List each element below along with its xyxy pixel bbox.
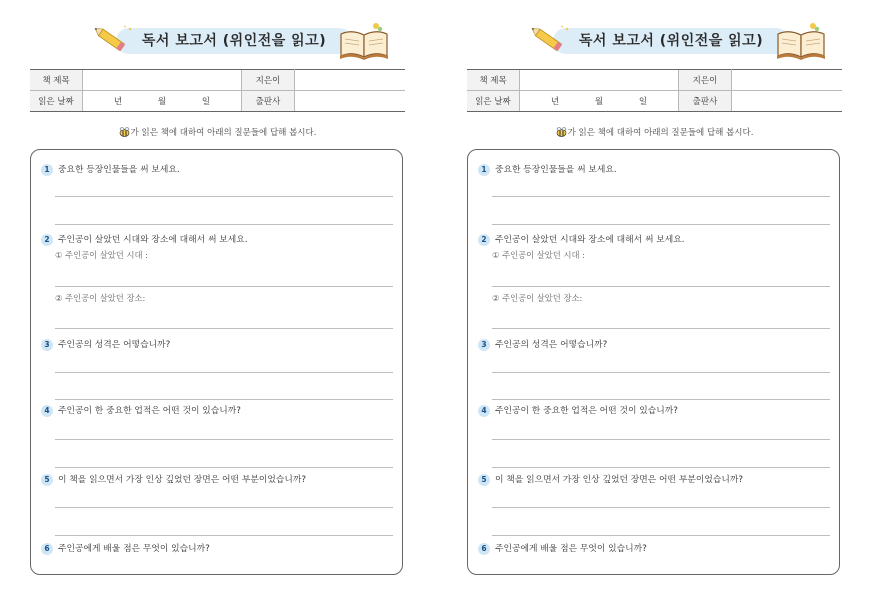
answer-line[interactable] xyxy=(492,535,830,536)
question-text: 주인공의 성격은 어떻습니까? xyxy=(58,340,171,350)
bee-icon xyxy=(556,127,567,137)
title-header xyxy=(527,22,827,60)
question-6 xyxy=(478,541,647,555)
read-date-label: 읽은 날짜 xyxy=(30,91,83,112)
questions-box xyxy=(467,149,840,575)
answer-line[interactable] xyxy=(55,224,393,225)
answer-line[interactable] xyxy=(55,439,393,440)
question-number: 3 xyxy=(478,339,490,351)
answer-line[interactable] xyxy=(55,507,393,508)
answer-line[interactable] xyxy=(55,535,393,536)
publisher-field[interactable] xyxy=(295,91,406,112)
question-text: 중요한 등장인물들을 써 보세요. xyxy=(495,165,617,175)
instruction-label: 가 읽은 책에 대하여 아래의 질문들에 답해 봅시다. xyxy=(567,128,754,138)
question-text: 이 책을 읽으면서 가장 인상 깊었던 장면은 어떤 부분이었습니까? xyxy=(58,475,306,485)
question-1 xyxy=(41,162,180,176)
page-title: 독서 보고서 (위인전을 읽고) xyxy=(578,33,764,49)
publisher-label: 출판사 xyxy=(679,91,732,112)
book-info-table xyxy=(30,69,405,112)
book-title-field[interactable] xyxy=(520,70,679,91)
book-title-label: 책 제목 xyxy=(467,70,520,91)
answer-line[interactable] xyxy=(492,196,830,197)
answer-line[interactable] xyxy=(492,439,830,440)
question-text: 주인공이 한 중요한 업적은 어떤 것이 있습니까? xyxy=(58,406,241,416)
book-title-label: 책 제목 xyxy=(30,70,83,91)
date-month-label: 월 xyxy=(594,97,604,107)
question-3 xyxy=(478,337,607,351)
question-number: 5 xyxy=(41,474,53,486)
question-number: 4 xyxy=(478,405,490,417)
question-2-sub-2: ② 주인공이 살았던 장소: xyxy=(492,293,583,303)
answer-line[interactable] xyxy=(55,372,393,373)
question-number: 3 xyxy=(41,339,53,351)
question-text: 주인공의 성격은 어떻습니까? xyxy=(495,340,608,350)
read-date-label: 읽은 날짜 xyxy=(467,91,520,112)
question-number: 2 xyxy=(41,234,53,246)
author-field[interactable] xyxy=(732,70,843,91)
question-number: 6 xyxy=(41,543,53,555)
answer-line[interactable] xyxy=(55,286,393,287)
pencil-icon xyxy=(90,24,136,58)
page-title: 독서 보고서 (위인전을 읽고) xyxy=(141,33,327,49)
question-number: 5 xyxy=(478,474,490,486)
answer-line[interactable] xyxy=(492,467,830,468)
date-day-label: 일 xyxy=(638,97,648,107)
date-day-label: 일 xyxy=(201,97,211,107)
question-2 xyxy=(478,232,685,246)
question-text: 주인공이 살았던 시대와 장소에 대해서 써 보세요. xyxy=(58,235,248,245)
answer-line[interactable] xyxy=(492,328,830,329)
answer-line[interactable] xyxy=(492,224,830,225)
publisher-label: 출판사 xyxy=(242,91,295,112)
question-number: 1 xyxy=(41,164,53,176)
question-text: 주인공에게 배울 점은 무엇이 있습니까? xyxy=(495,544,647,554)
question-2 xyxy=(41,232,248,246)
author-field[interactable] xyxy=(295,70,406,91)
question-number: 2 xyxy=(478,234,490,246)
book-info-table xyxy=(467,69,842,112)
title-band xyxy=(553,28,789,54)
answer-line[interactable] xyxy=(55,467,393,468)
answer-line[interactable] xyxy=(55,328,393,329)
read-date-field[interactable] xyxy=(520,91,679,112)
question-5 xyxy=(41,472,306,486)
open-book-icon xyxy=(775,22,827,60)
question-2-sub-1: ① 주인공이 살았던 시대 : xyxy=(492,250,585,260)
author-label: 지은이 xyxy=(242,70,295,91)
question-number: 6 xyxy=(478,543,490,555)
questions-box xyxy=(30,149,403,575)
bee-icon xyxy=(119,127,130,137)
question-number: 1 xyxy=(478,164,490,176)
question-4 xyxy=(41,403,241,417)
question-number: 4 xyxy=(41,405,53,417)
question-text: 주인공에게 배울 점은 무엇이 있습니까? xyxy=(58,544,210,554)
answer-line[interactable] xyxy=(492,372,830,373)
date-month-label: 월 xyxy=(157,97,167,107)
date-year-label: 년 xyxy=(550,97,560,107)
read-date-field[interactable] xyxy=(83,91,242,112)
question-6 xyxy=(41,541,210,555)
question-text: 이 책을 읽으면서 가장 인상 깊었던 장면은 어떤 부분이었습니까? xyxy=(495,475,743,485)
question-4 xyxy=(478,403,678,417)
instruction-text xyxy=(30,126,405,138)
answer-line[interactable] xyxy=(492,507,830,508)
answer-line[interactable] xyxy=(492,286,830,287)
instruction-label: 가 읽은 책에 대하여 아래의 질문들에 답해 봅시다. xyxy=(130,128,317,138)
publisher-field[interactable] xyxy=(732,91,843,112)
question-text: 주인공이 살았던 시대와 장소에 대해서 써 보세요. xyxy=(495,235,685,245)
pencil-icon xyxy=(527,24,573,58)
answer-line[interactable] xyxy=(55,196,393,197)
open-book-icon xyxy=(338,22,390,60)
date-year-label: 년 xyxy=(113,97,123,107)
author-label: 지은이 xyxy=(679,70,732,91)
worksheet-page-left xyxy=(30,0,435,611)
question-2-sub-1: ① 주인공이 살았던 시대 : xyxy=(55,250,148,260)
instruction-text xyxy=(467,126,842,138)
book-title-field[interactable] xyxy=(83,70,242,91)
answer-line[interactable] xyxy=(55,399,393,400)
question-3 xyxy=(41,337,170,351)
question-1 xyxy=(478,162,617,176)
question-2-sub-2: ② 주인공이 살았던 장소: xyxy=(55,293,146,303)
question-5 xyxy=(478,472,743,486)
question-text: 주인공이 한 중요한 업적은 어떤 것이 있습니까? xyxy=(495,406,678,416)
answer-line[interactable] xyxy=(492,399,830,400)
question-text: 중요한 등장인물들을 써 보세요. xyxy=(58,165,180,175)
worksheet-page-right xyxy=(467,0,870,611)
title-header xyxy=(90,22,390,60)
title-band xyxy=(116,28,352,54)
